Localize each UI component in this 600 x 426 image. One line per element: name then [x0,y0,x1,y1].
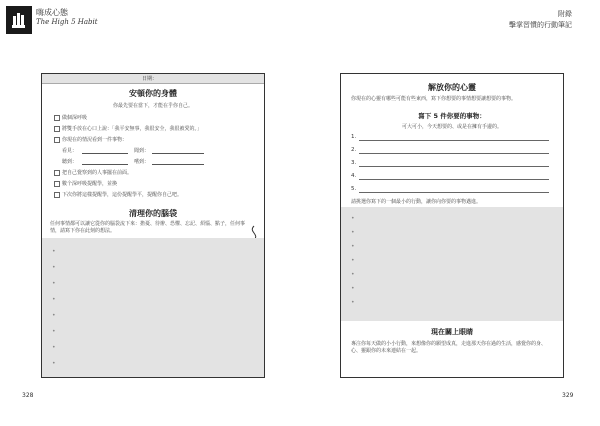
field-line[interactable] [152,164,204,165]
list-number: 5. [351,186,357,192]
checkbox[interactable] [54,115,60,121]
section-intro: 專注你每天做的小小行動，來想像你的願望成真，走進那天你在過的生活，感覺你的身、心、靈跟你的未來連結在一起。 [351,341,547,354]
section-title-settle-body: 安頓你的身體 [129,89,177,98]
field-label: 看見： [62,148,78,154]
bullet-dot: • [52,296,56,303]
bullet-dot: • [351,243,355,250]
bullet-dot: • [351,215,355,222]
field-line[interactable] [82,153,128,154]
bullet-dot: • [351,285,355,292]
checkbox[interactable] [54,181,60,187]
checkbox[interactable] [54,126,60,132]
bullet-dot: • [52,344,56,351]
bullet-dot: • [52,248,56,255]
brand-title-cn: 嗨成心態 [36,8,68,17]
notes-area[interactable] [42,238,264,377]
action-prompt: 請挑選你寫下的一個最小的行動，讓你向你要的事物邁進。 [351,199,482,205]
notes-area[interactable] [341,207,563,321]
answer-line[interactable] [359,192,549,193]
bullet-dot: • [52,264,56,271]
field-line[interactable] [152,153,204,154]
bullet-dot: • [52,360,56,367]
answer-line[interactable] [359,179,549,180]
field-label: 聞到： [134,148,150,154]
section-title-free-heart: 解放你的心靈 [428,83,476,92]
left-worksheet [41,73,265,378]
list-number: 2. [351,147,357,153]
list-number: 4. [351,173,357,179]
list-number: 3. [351,160,357,166]
appendix-title: 擊掌習慣的行動筆記 [509,21,572,29]
list-number: 1. [351,134,357,140]
bullet-dot: • [52,280,56,287]
field-line[interactable] [82,164,128,165]
page-number-right: 329 [562,392,574,399]
brand-logo [6,6,32,34]
page-number-left: 328 [22,392,34,399]
date-bar [42,74,264,84]
field-label: 聽到： [62,159,78,165]
checkbox[interactable] [54,170,60,176]
checklist-item: 將雙手放在心口上說：「我平安無事，我很安全，我很被愛的。」 [62,126,203,132]
checklist-item: 做個深呼吸 [62,115,88,121]
answer-line[interactable] [359,140,549,141]
section-intro: 任何事情都可以讓它從你的腦袋流下來：擔憂、待辦、恐懼、忘記、煩惱、點子，任何事情，請寫下你在此刻的想法。 [50,221,246,234]
checklist-item: 下次你將這樣提醒學，這份提醒學平，提醒你自己吧。 [62,192,183,198]
brand-title-en: The High 5 Habit [36,18,98,26]
answer-line[interactable] [359,166,549,167]
checkbox[interactable] [54,192,60,198]
date-label: 日期： [142,76,158,82]
right-worksheet [340,73,564,378]
section-intro: 你現在的心靈有哪些可能有些東西，寫下你想要的事情想要讓想要的事物。 [351,96,517,102]
bullet-dot: • [351,229,355,236]
checklist-item: 把自己覺察到的人事擺在前面。 [62,170,133,176]
high-five-icon [9,10,29,30]
bullet-dot: • [351,271,355,278]
answer-line[interactable] [359,153,549,154]
section-subtitle: 你最先要在當下，才能在乎你自己。 [112,103,193,109]
checklist-item: 你現在的情況看到一件事物： [62,137,128,143]
bullet-dot: • [52,312,56,319]
bullet-dot: • [52,328,56,335]
checklist-item: 數个深呼吸提醒學，並換 [62,181,118,187]
bullet-dot: • [351,257,355,264]
section-subtitle-five-things: 寫下 5 件你要的事物： [418,112,486,120]
section-title-clear-mind: 清理你的腦袋 [129,209,177,218]
appendix-label: 附錄 [558,10,572,18]
checkbox[interactable] [54,137,60,143]
section-title-close-eyes: 現在關上眼睛 [431,328,473,336]
section-note: 可大可小，今天想要的、或是在擁有手邊的。 [401,124,502,130]
field-label: 嚐到： [134,159,150,165]
bullet-dot: • [351,299,355,306]
